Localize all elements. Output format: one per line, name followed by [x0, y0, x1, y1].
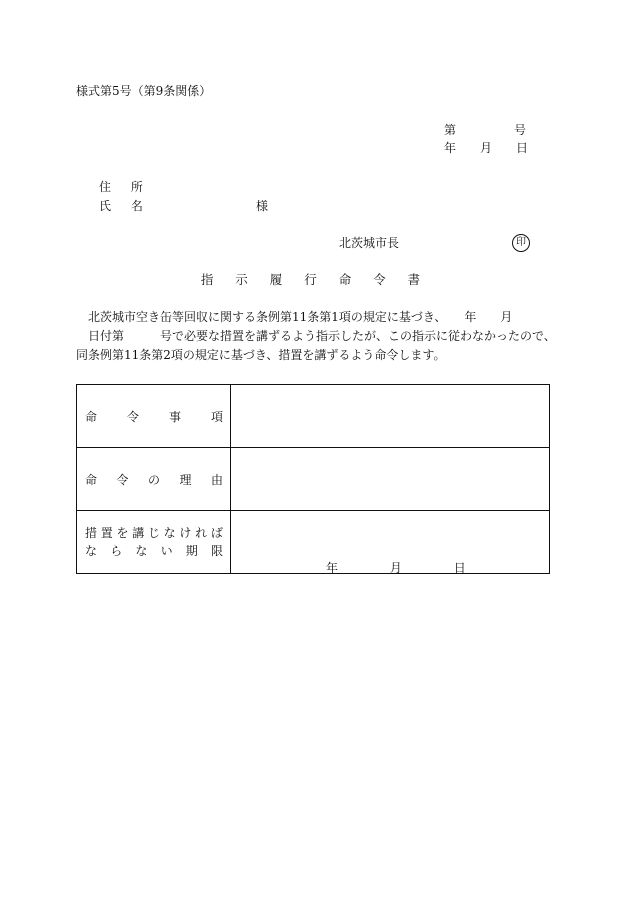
seal-mark: 印 — [512, 234, 530, 252]
label-char: の — [147, 472, 160, 487]
label-char: 令 — [126, 409, 139, 424]
body-line-3: 同条例第11条第2項の規定に基づき、措置を講ずるよう命令します。 — [76, 348, 446, 362]
honorific-sama: 様 — [256, 199, 269, 213]
deadline-label — [77, 511, 231, 574]
issue-date-month: 月 — [480, 141, 493, 155]
name-label: 氏 名 — [99, 199, 151, 213]
label-char: 限 — [210, 544, 223, 558]
label-char: 項 — [210, 409, 223, 424]
label-char: ら — [110, 544, 123, 558]
document-title: 指 示 履 行 命 令 書 — [200, 272, 430, 287]
deadline-year: 年 — [326, 561, 339, 575]
document-number-prefix: 第 — [444, 123, 457, 137]
order-reason-value[interactable] — [231, 448, 550, 511]
label-char: け — [179, 526, 192, 540]
deadline-value[interactable] — [231, 511, 550, 574]
order-matter-value[interactable] — [231, 385, 550, 448]
issue-date-day: 日 — [516, 141, 529, 155]
body-line-2: 日付第 号で必要な措置を講ずるよう指示したが、この指示に従わなかったので、 — [88, 329, 556, 343]
order-table — [76, 384, 550, 574]
label-char: 措 — [85, 526, 98, 540]
label-char: 置 — [100, 526, 113, 540]
label-char: 令 — [116, 472, 129, 487]
label-char: い — [160, 544, 173, 558]
form-number: 様式第5号（第9条関係） — [76, 84, 212, 98]
deadline-month: 月 — [389, 561, 402, 575]
label-char: 命 — [85, 409, 98, 424]
label-char: れ — [195, 526, 208, 540]
deadline-date — [326, 559, 514, 576]
address-label: 住 所 — [99, 180, 151, 194]
label-char: 講 — [132, 526, 145, 540]
table-row — [77, 448, 550, 511]
label-char: な — [85, 544, 98, 558]
label-char: 理 — [179, 472, 192, 487]
label-char: 期 — [185, 544, 198, 558]
order-reason-label — [77, 448, 231, 511]
label-char: 命 — [85, 472, 98, 487]
label-char: な — [163, 526, 176, 540]
table-row — [77, 511, 550, 574]
label-char: 事 — [168, 409, 181, 424]
deadline-day: 日 — [453, 561, 466, 575]
label-char: 由 — [210, 472, 223, 487]
document-number-suffix: 号 — [514, 123, 527, 137]
label-char: を — [116, 526, 129, 540]
body-line-1: 北茨城市空き缶等回収に関する条例第11条第1項の規定に基づき、 年 月 — [88, 310, 513, 324]
order-matter-label — [77, 385, 231, 448]
issue-date-year: 年 — [444, 141, 457, 155]
label-char: ば — [210, 526, 223, 540]
label-char: な — [135, 544, 148, 558]
label-char: じ — [147, 526, 160, 540]
table-row — [77, 385, 550, 448]
issuer-title: 北茨城市長 — [339, 236, 400, 250]
